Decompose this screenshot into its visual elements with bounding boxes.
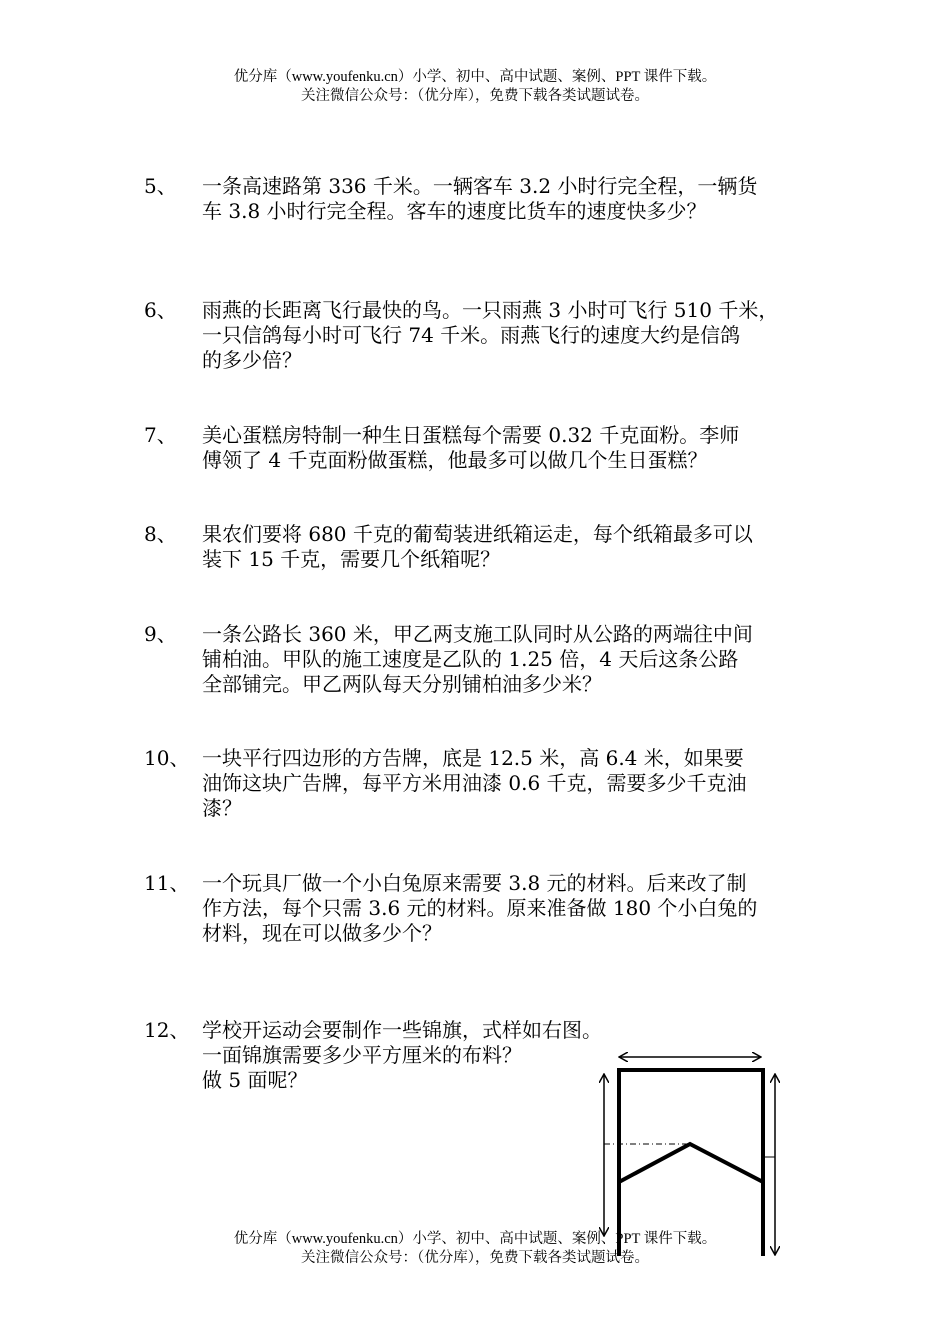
problem-line: 雨燕的长距离飞行最快的鸟。一只雨燕 3 小时可飞行 510 千米， xyxy=(202,298,779,322)
footer-line-1: 优分库（www.youfenku.cn）小学、初中、高中试题、案例、PPT 课件下载。 xyxy=(233,1231,717,1247)
problem-line: 车 3.8 小时行完全程。客车的速度比货车的速度快多少？ xyxy=(202,199,707,223)
problem-line: 全部铺完。甲乙两队每天分别铺柏油多少米？ xyxy=(202,672,602,696)
problem-line: 傅领了 4 千克面粉做蛋糕，他最多可以做几个生日蛋糕？ xyxy=(202,448,708,472)
page-footer xyxy=(0,1230,950,1268)
problem-number: 10、 xyxy=(144,746,190,770)
problem-line: 一面锦旗需要多少平方厘米的布料？ xyxy=(202,1043,522,1067)
problem-number: 5、 xyxy=(144,174,177,198)
problem-line: 材料，现在可以做多少个？ xyxy=(202,921,442,945)
footer-line-2: 关注微信公众号：（优分库），免费下载各类试题试卷。 xyxy=(301,1250,649,1266)
problem-number: 9、 xyxy=(144,622,177,646)
problem-number: 12、 xyxy=(144,1018,190,1042)
problem-line: 一块平行四边形的方告牌，底是 12.5 米，高 6.4 米，如果要 xyxy=(202,746,744,770)
problem-line: 果农们要将 680 千克的葡萄装进纸箱运走，每个纸箱最多可以 xyxy=(202,522,753,546)
header-line-2: 关注微信公众号：（优分库），免费下载各类试题试卷。 xyxy=(301,88,649,104)
problem-line: 一个玩具厂做一个小白兔原来需要 3.8 元的材料。后来改了制 xyxy=(202,871,747,895)
header-line-1: 优分库（www.youfenku.cn）小学、初中、高中试题、案例、PPT 课件下载。 xyxy=(233,69,717,85)
problem-line: 装下 15 千克，需要几个纸箱呢？ xyxy=(202,547,501,571)
problem-line: 一只信鸽每小时可飞行 74 千米。雨燕飞行的速度大约是信鸽 xyxy=(202,323,741,347)
problem-line: 学校开运动会要制作一些锦旗，式样如右图。 xyxy=(202,1018,602,1042)
problem-line: 美心蛋糕房特制一种生日蛋糕每个需要 0.32 千克面粉。李师 xyxy=(202,423,740,447)
problem-number: 7、 xyxy=(144,423,177,447)
problem-line: 的多少倍？ xyxy=(202,348,302,372)
problem-number: 11、 xyxy=(144,871,190,895)
problem-number: 6、 xyxy=(144,298,177,322)
problem-line: 一条高速路第 336 千米。一辆客车 3.2 小时行完全程，一辆货 xyxy=(202,174,758,198)
pennant-notch xyxy=(619,1144,763,1182)
problem-number: 8、 xyxy=(144,522,177,546)
problem-line: 油饰这块广告牌，每平方米用油漆 0.6 千克，需要多少千克油 xyxy=(202,771,747,795)
problem-line: 作方法，每个只需 3.6 元的材料。原来准备做 180 个小白兔的 xyxy=(202,896,758,920)
problem-line: 做 5 面呢？ xyxy=(202,1068,308,1092)
problem-line: 漆？ xyxy=(202,796,242,820)
problem-line: 一条公路长 360 米，甲乙两支施工队同时从公路的两端往中间 xyxy=(202,622,753,646)
problem-line: 铺柏油。甲队的施工速度是乙队的 1.25 倍，4 天后这条公路 xyxy=(202,647,739,671)
